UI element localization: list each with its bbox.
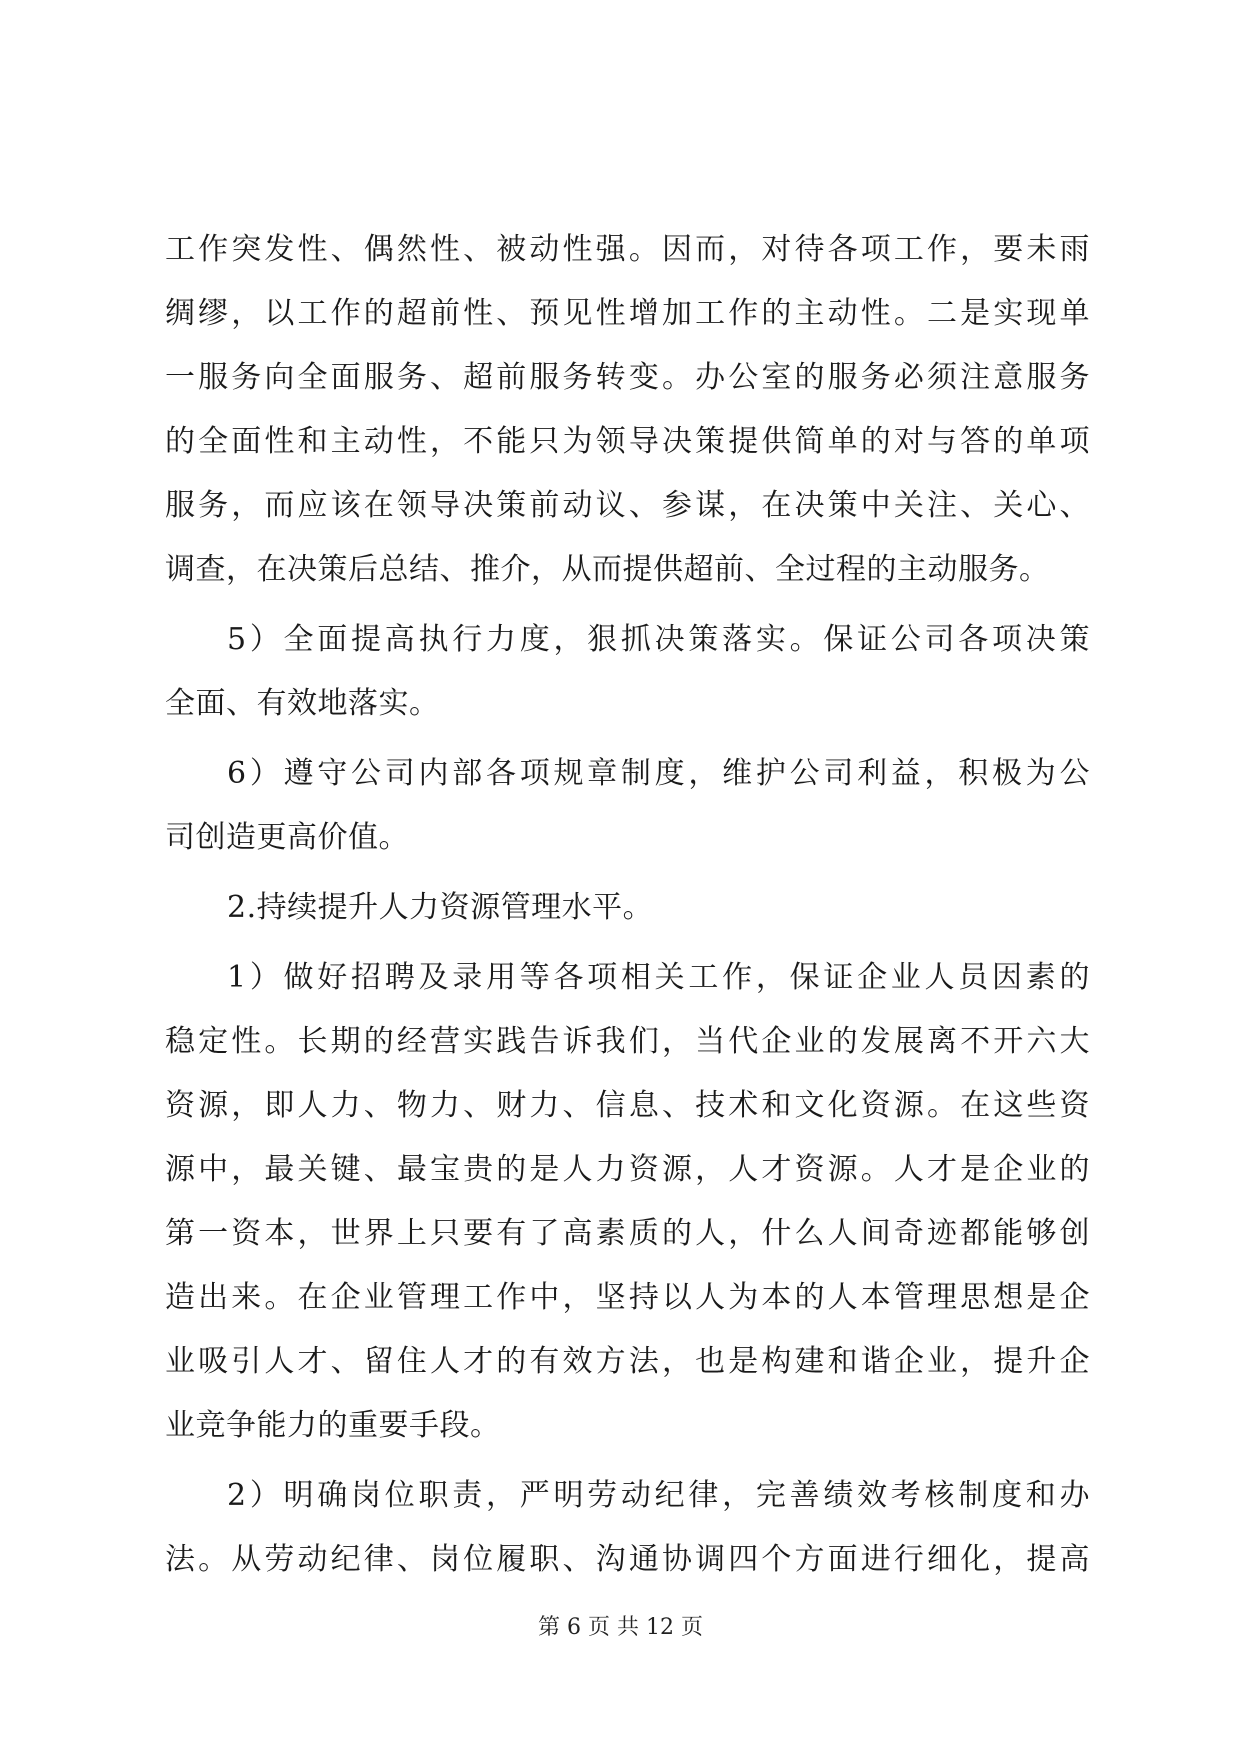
text-line: 造出来。在企业管理工作中，坚持以人为本的人本管理思想是企: [165, 1280, 1090, 1315]
text-line: 稳定性。长期的经营实践告诉我们，当代企业的发展离不开六大: [165, 1024, 1090, 1059]
text-line: 一服务向全面服务、超前服务转变。办公室的服务必须注意服务: [165, 360, 1090, 395]
text-line: 调查，在决策后总结、推介，从而提供超前、全过程的主动服务。: [165, 552, 1050, 587]
text-line: 业竞争能力的重要手段。: [165, 1408, 501, 1443]
page-number: 第 6 页 共 12 页: [538, 1615, 703, 1640]
text-line: 2）明确岗位职责，严明劳动纪律，完善绩效考核制度和办: [227, 1478, 1090, 1513]
paragraph: [165, 218, 1090, 602]
paragraph: [165, 946, 1090, 1458]
text-line: 的全面性和主动性，不能只为领导决策提供简单的对与答的单项: [165, 424, 1090, 459]
text-line: 服务，而应该在领导决策前动议、参谋，在决策中关注、关心、: [165, 488, 1090, 523]
section-heading: [165, 876, 1090, 940]
text-line: 第一资本，世界上只要有了高素质的人，什么人间奇迹都能够创: [165, 1216, 1090, 1251]
text-line: 司创造更高价值。: [165, 820, 409, 855]
text-line: 工作突发性、偶然性、被动性强。因而，对待各项工作，要未雨: [165, 232, 1090, 267]
text-line: 1）做好招聘及录用等各项相关工作，保证企业人员因素的: [227, 960, 1090, 995]
text-line: 绸缪，以工作的超前性、预见性增加工作的主动性。二是实现单: [165, 296, 1090, 331]
paragraph: [165, 1464, 1090, 1592]
document-body: [165, 218, 1090, 1592]
text-line: 法。从劳动纪律、岗位履职、沟通协调四个方面进行细化，提高: [165, 1542, 1090, 1577]
paragraph: [165, 608, 1090, 736]
paragraph: [165, 742, 1090, 870]
text-line: 5）全面提高执行力度，狠抓决策落实。保证公司各项决策: [227, 622, 1090, 657]
text-line: 6）遵守公司内部各项规章制度，维护公司利益，积极为公: [227, 756, 1090, 791]
text-line: 2.持续提升人力资源管理水平。: [227, 890, 654, 925]
text-line: 业吸引人才、留住人才的有效方法，也是构建和谐企业，提升企: [165, 1344, 1090, 1379]
text-line: 资源，即人力、物力、财力、信息、技术和文化资源。在这些资: [165, 1088, 1090, 1123]
text-line: 全面、有效地落实。: [165, 686, 440, 721]
text-line: 源中，最关键、最宝贵的是人力资源，人才资源。人才是企业的: [165, 1152, 1090, 1187]
